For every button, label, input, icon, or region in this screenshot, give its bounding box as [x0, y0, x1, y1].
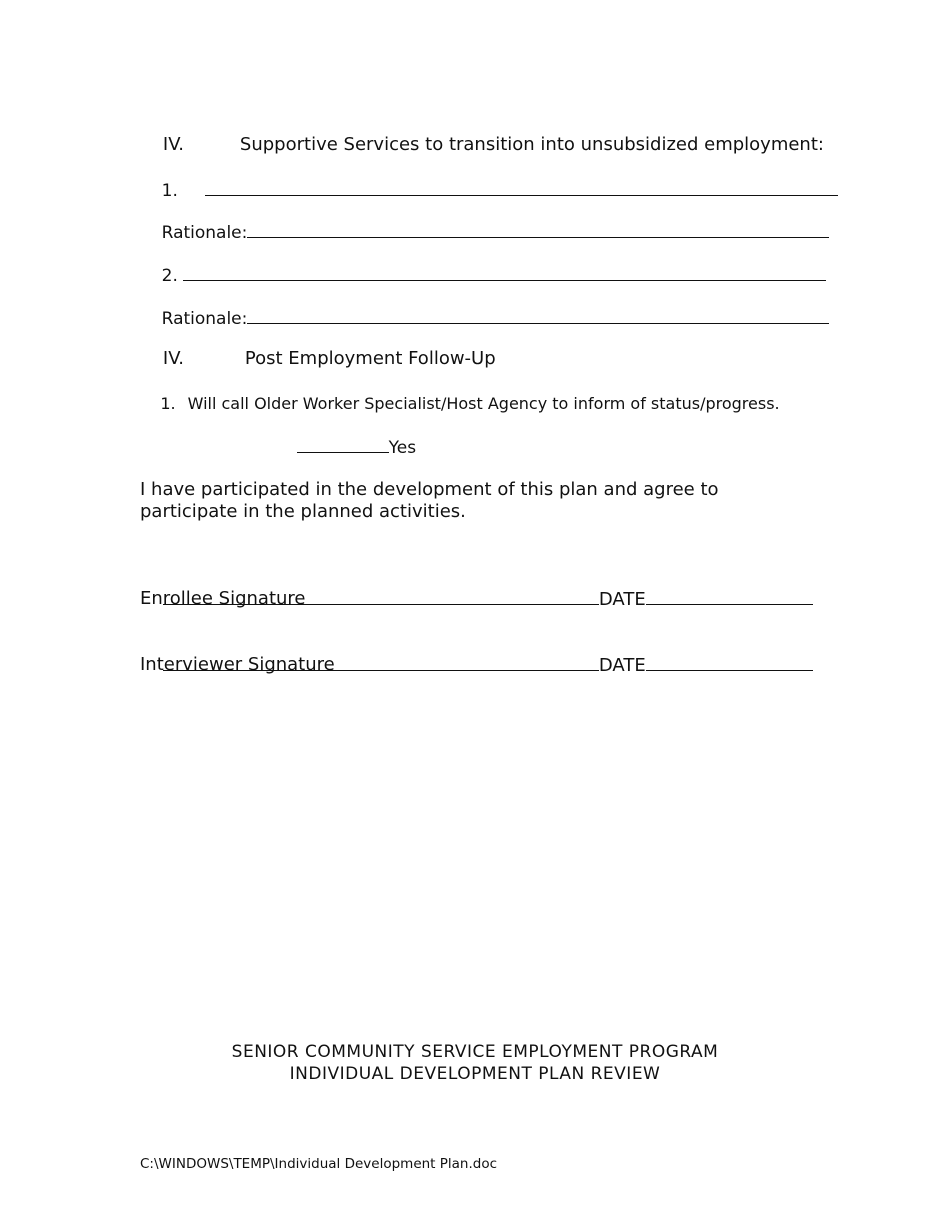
date-label: DATE — [598, 589, 646, 610]
agreement-paragraph: I have participated in the development of this plan and agree to participate in the planned activities. — [140, 479, 719, 522]
follow-up-item-1 — [140, 371, 780, 437]
section-title: Supportive Services to transition into unsubsidized employment: — [239, 134, 824, 155]
item-2-blank-line[interactable] — [183, 264, 826, 281]
section-numeral: IV. — [162, 134, 184, 155]
interviewer-signature-label: Interviewer Signature — [140, 654, 335, 675]
date-label: DATE — [598, 655, 646, 676]
enrollee-date-line[interactable] — [646, 588, 813, 605]
enrollee-signature-label: Enrollee Signature — [140, 588, 306, 609]
rationale-label: Rationale: — [161, 309, 248, 329]
section-numeral: IV. — [162, 348, 184, 369]
item-number: 2. — [161, 266, 178, 286]
follow-up-item-text: Will call Older Worker Specialist/Host Agency to inform of status/progress. — [187, 394, 780, 413]
rationale-1-blank-line[interactable] — [247, 221, 829, 238]
file-path: C:\WINDOWS\TEMP\Individual Development Plan.doc — [140, 1156, 498, 1172]
rationale-2-blank-line[interactable] — [247, 307, 829, 324]
document-title: INDIVIDUAL DEVELOPMENT PLAN REVIEW — [289, 1064, 661, 1084]
yes-blank-line[interactable] — [297, 436, 389, 453]
rationale-label: Rationale: — [161, 223, 248, 243]
yes-row — [275, 414, 416, 481]
item-1-blank-line[interactable] — [205, 179, 838, 196]
program-title: SENIOR COMMUNITY SERVICE EMPLOYMENT PROGRAM — [231, 1042, 719, 1062]
interviewer-date-line[interactable] — [646, 654, 813, 671]
section-title: Post Employment Follow-Up — [244, 348, 496, 369]
yes-label: Yes — [388, 438, 417, 458]
item-number: 1. — [160, 394, 176, 413]
item-number: 1. — [161, 181, 178, 201]
